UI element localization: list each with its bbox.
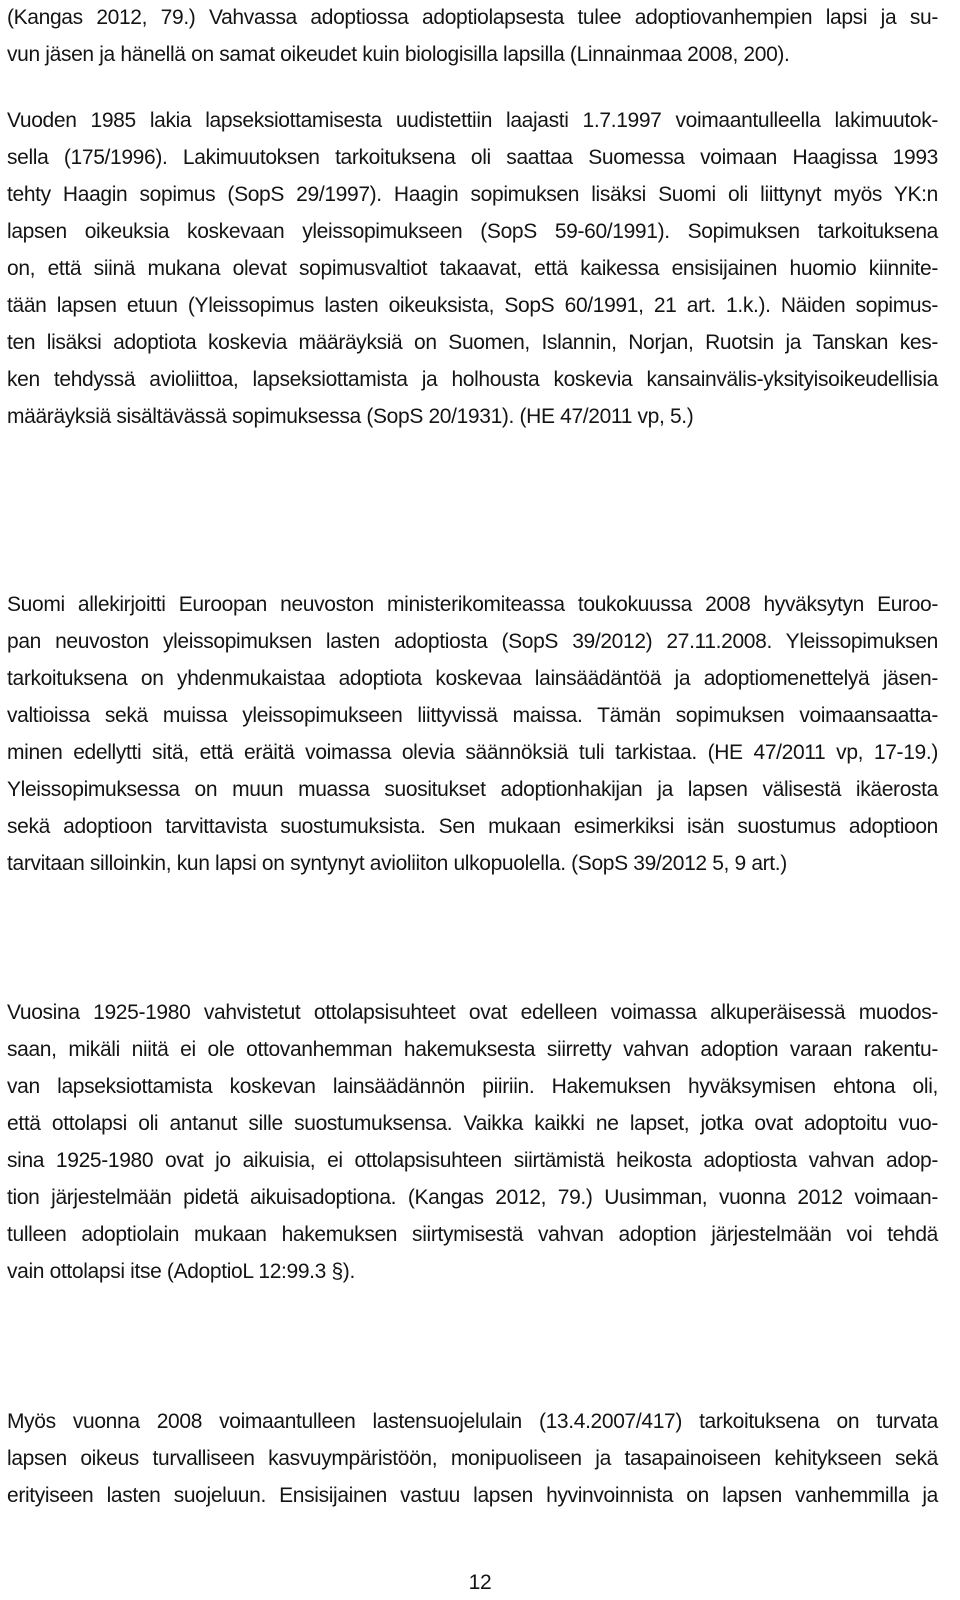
paragraph-line: vun jäsen ja hänellä on samat oikeudet kuin biologisilla lapsilla (Linnainmaa 2008, 200). <box>7 43 790 66</box>
paragraph-line: van lapseksiottamista koskevan lainsäädännön piiriin. Hakemuksen hyväksymisen ehtona oli, <box>7 1075 938 1098</box>
paragraph-line: lapsen oikeus turvalliseen kasvuympäristöön, monipuoliseen ja tasapainoiseen kehitykseen sekä <box>7 1447 938 1470</box>
paragraph-2 <box>7 102 938 435</box>
paragraph-line: sella (175/1996). Lakimuutoksen tarkoituksena oli saattaa Suomessa voimaan Haagissa 1993 <box>7 146 938 169</box>
paragraph-line: Suomi allekirjoitti Euroopan neuvoston ministerikomiteassa toukokuussa 2008 hyväksytyn Euroo- <box>7 593 938 616</box>
paragraph-line: että ottolapsi oli antanut sille suostumuksensa. Vaikka kaikki ne lapset, jotka ovat adoptoitu vuo- <box>7 1112 938 1135</box>
paragraph-line: valtioissa sekä muissa yleissopimukseen liittyvissä maissa. Tämän sopimuksen voimaansaatta- <box>7 704 938 727</box>
paragraph-3 <box>7 586 938 882</box>
paragraph-line: Myös vuonna 2008 voimaantulleen lastensuojelulain (13.4.2007/417) tarkoituksena on turvata <box>7 1410 938 1433</box>
paragraph-5 <box>7 1403 938 1514</box>
paragraph-line: saan, mikäli niitä ei ole ottovanhemman hakemuksesta siirretty vahvan adoption varaan rakentu- <box>7 1038 938 1061</box>
paragraph-line: sina 1925-1980 ovat jo aikuisia, ei ottolapsisuhteen siirtämistä heikosta adoptiosta vahvan adop- <box>7 1149 938 1172</box>
paragraph-line: erityiseen lasten suojeluun. Ensisijainen vastuu lapsen hyvinvoinnista on lapsen vanhemmilla ja <box>7 1484 938 1507</box>
paragraph-line: tään lapsen etuun (Yleissopimus lasten oikeuksista, SopS 60/1991, 21 art. 1.k.). Näiden sopimus- <box>7 294 938 317</box>
paragraph-line: tehty Haagin sopimus (SopS 29/1997). Haagin sopimuksen lisäksi Suomi oli liittynyt myös YK:n <box>7 183 938 206</box>
paragraph-1 <box>7 0 938 73</box>
paragraph-line: sekä adoptioon tarvittavista suostumuksista. Sen mukaan esimerkiksi isän suostumus adoptioon <box>7 815 938 838</box>
paragraph-line: ten lisäksi adoptiota koskevia määräyksiä on Suomen, Islannin, Norjan, Ruotsin ja Tanskan kes- <box>7 331 938 354</box>
paragraph-line: vain ottolapsi itse (AdoptioL 12:99.3 §). <box>7 1260 355 1283</box>
paragraph-line: ken tehdyssä avioliittoa, lapseksiottamista ja holhousta koskevia kansainvälis-yksityisoikeudellisia <box>7 368 938 391</box>
paragraph-line: Yleissopimuksessa on muun muassa suositukset adoptionhakijan ja lapsen välisestä ikäerosta <box>7 778 938 801</box>
paragraph-line: on, että siinä mukana olevat sopimusvaltiot takaavat, että kaikessa ensisijainen huomio kiinnite- <box>7 257 938 280</box>
page-number: 12 <box>468 1571 492 1594</box>
paragraph-line: lapsen oikeuksia koskevaan yleissopimukseen (SopS 59-60/1991). Sopimuksen tarkoituksena <box>7 220 938 243</box>
paragraph-line: Vuoden 1985 lakia lapseksiottamisesta uudistettiin laajasti 1.7.1997 voimaantulleella lakimuutok- <box>7 109 938 132</box>
paragraph-line: minen edellytti sitä, että eräitä voimassa olevia säännöksiä tuli tarkistaa. (HE 47/2011 vp, 17-19.) <box>7 741 938 764</box>
paragraph-line: määräyksiä sisältävässä sopimuksessa (SopS 20/1931). (HE 47/2011 vp, 5.) <box>7 405 694 428</box>
paragraph-line: Vuosina 1925-1980 vahvistetut ottolapsisuhteet ovat edelleen voimassa alkuperäisessä muodos- <box>7 1001 938 1024</box>
paragraph-line: tarkoituksena on yhdenmukaistaa adoptiota koskevaa lainsäädäntöä ja adoptiomenettelyä jäsen- <box>7 667 938 690</box>
paragraph-line: tion järjestelmään pidetä aikuisadoptiona. (Kangas 2012, 79.) Uusimman, vuonna 2012 voimaan- <box>7 1186 938 1209</box>
paragraph-line: tulleen adoptiolain mukaan hakemuksen siirtymisestä vahvan adoption järjestelmään voi tehdä <box>7 1223 938 1246</box>
paragraph-line: (Kangas 2012, 79.) Vahvassa adoptiossa adoptiolapsesta tulee adoptiovanhempien lapsi ja su- <box>7 6 938 29</box>
paragraph-4 <box>7 994 938 1290</box>
paragraph-line: pan neuvoston yleissopimuksen lasten adoptiosta (SopS 39/2012) 27.11.2008. Yleissopimuksen <box>7 630 938 653</box>
paragraph-line: tarvitaan silloinkin, kun lapsi on syntynyt avioliiton ulkopuolella. (SopS 39/2012 5, 9 art.) <box>7 852 787 875</box>
